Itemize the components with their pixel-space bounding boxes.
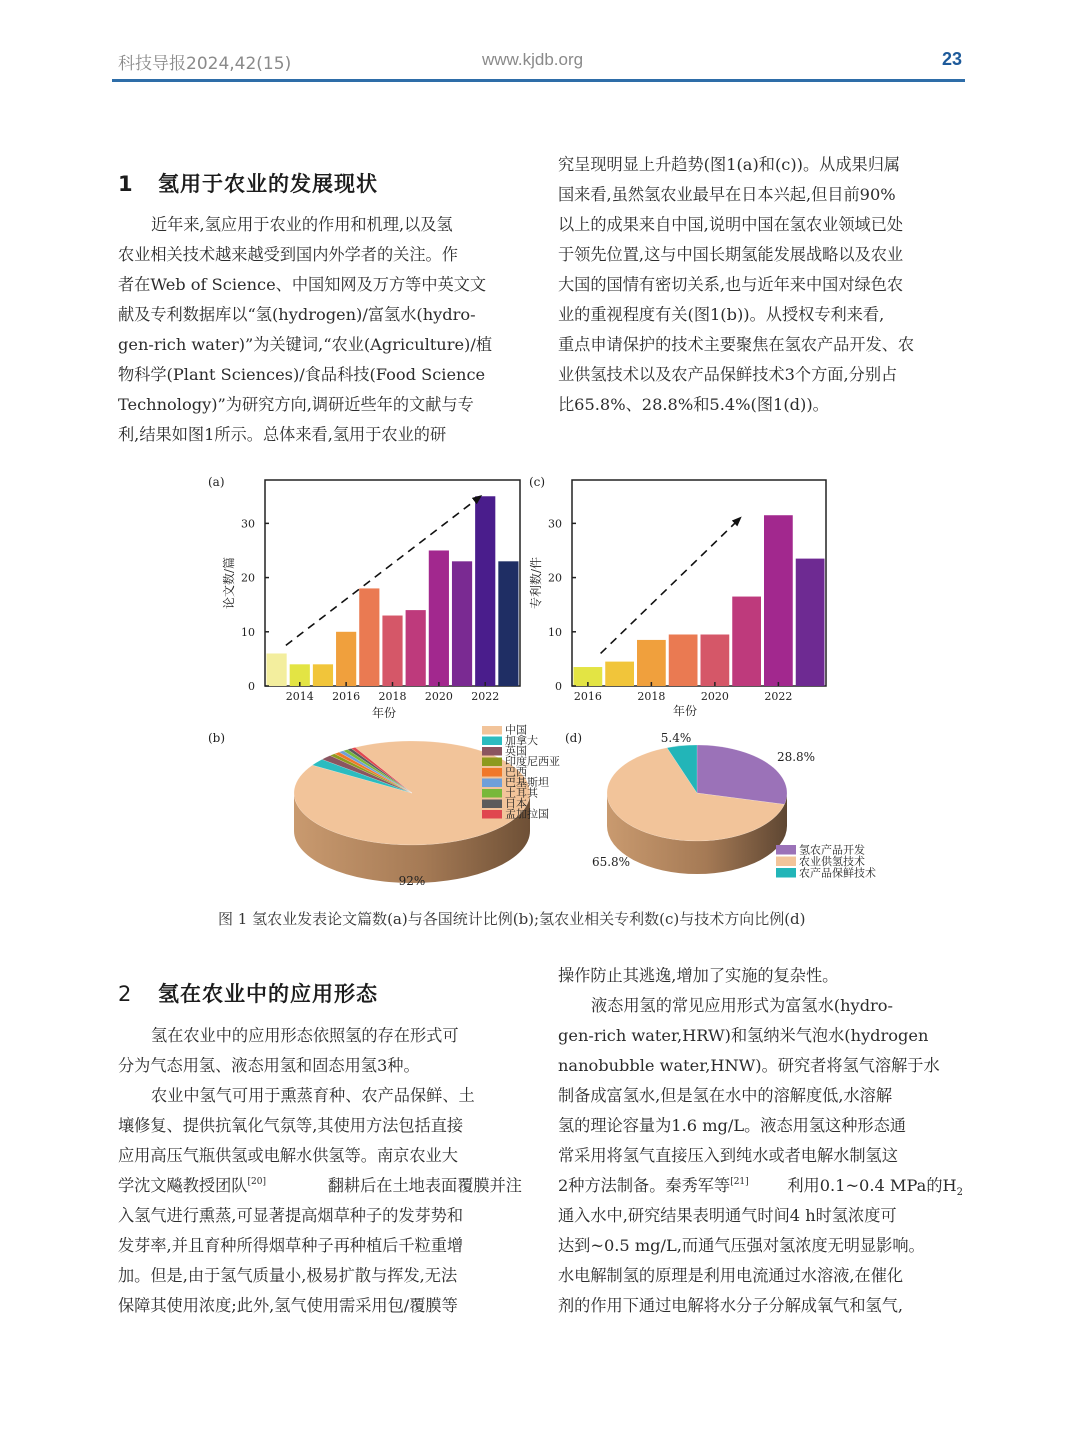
citation-20[interactable]: [20] xyxy=(247,1177,266,1187)
text-line: 国来看,虽然氢农业最早在日本兴起,但目前90% xyxy=(558,185,896,204)
bar-2020 xyxy=(429,550,449,686)
legend-swatch xyxy=(482,726,502,735)
legend-label: 土耳其 xyxy=(505,786,538,800)
x-tick-label: 2020 xyxy=(700,690,729,703)
text-segment: 翻耕后在土地表面覆膜并注 xyxy=(327,1176,522,1195)
x-tick-label: 2014 xyxy=(285,690,314,703)
panel-label-d: (d) xyxy=(565,731,583,745)
y-tick-label: 20 xyxy=(548,571,562,585)
text-line: 加。但是,由于氢气质量小,极易扩散与挥发,无法 xyxy=(118,1266,458,1285)
text-segment: 2种方法制备。秦秀军等 xyxy=(558,1176,731,1195)
pie-data-label: 5.4% xyxy=(660,731,692,745)
pie-data-label: 92% xyxy=(398,874,426,888)
pie-data-label: 65.8% xyxy=(591,855,631,869)
panel-label-a: (a) xyxy=(208,475,225,489)
bar-2023 xyxy=(796,559,825,686)
text-line: 业的重视程度有关(图1(b))。从授权专利来看, xyxy=(558,305,885,324)
text-line: 利,结果如图1所示。总体来看,氢用于农业的研 xyxy=(118,425,447,444)
section-2-heading xyxy=(118,978,378,1008)
y-tick-label: 0 xyxy=(555,680,562,693)
bar-2023 xyxy=(498,561,518,686)
x-tick-label: 2016 xyxy=(573,690,602,703)
bar-2019 xyxy=(406,610,426,686)
text-line: 究呈现明显上升趋势(图1(a)和(c))。从成果归属 xyxy=(558,155,901,174)
text-line: 氢的理论容量为1.6 mg/L。液态用氢这种形态通 xyxy=(558,1116,906,1135)
legend-swatch xyxy=(482,747,502,756)
bar-2016 xyxy=(336,632,356,686)
legend-swatch xyxy=(482,737,502,746)
section-2-number: 2 xyxy=(118,982,133,1006)
y-tick-label: 0 xyxy=(248,680,255,693)
text-line: 通入水中,研究结果表明通气时间4 h时氢浓度可 xyxy=(558,1206,897,1225)
y-tick-label: 10 xyxy=(241,625,255,639)
legend-swatch xyxy=(776,845,796,855)
text-line: 于领先位置,这与中国长期氢能发展战略以及农业 xyxy=(558,245,904,264)
text-line: 分为气态用氢、液态用氢和固态用氢3种。 xyxy=(118,1056,420,1075)
text-line: Technology)”为研究方向,调研近些年的文献与专 xyxy=(118,395,474,414)
text-segment: 利用0.1~0.4 MPa的H xyxy=(787,1176,957,1195)
text-line: 常采用将氢气直接压入到纯水或者电解水制氢这 xyxy=(558,1146,898,1165)
section-2-title: 氢在农业中的应用形态 xyxy=(158,982,378,1006)
bar-2022 xyxy=(475,496,495,686)
x-tick-label: 2022 xyxy=(471,690,500,703)
text-line: gen-rich water,HRW)和氢纳米气泡水(hydrogen xyxy=(558,1026,929,1045)
text-line: 保障其使用浓度;此外,氢气使用需采用包/覆膜等 xyxy=(118,1296,458,1315)
text-line: 氢在农业中的应用形态依照氢的存在形式可 xyxy=(151,1026,459,1045)
text-line: gen-rich water)”为关键词,“农业(Agriculture)/植 xyxy=(118,335,493,354)
legend-label: 巴基斯坦 xyxy=(505,776,549,789)
y-axis-label: 专利数/件 xyxy=(529,556,543,610)
text-line-with-citation xyxy=(558,1171,963,1201)
text-line: 近年来,氢应用于农业的作用和机理,以及氢 xyxy=(151,215,453,234)
legend-label: 英国 xyxy=(505,744,527,758)
x-tick-label: 2018 xyxy=(637,690,666,703)
text-line: 农业中氢气可用于熏蒸育种、农产品保鲜、土 xyxy=(151,1086,475,1105)
text-line: 者在Web of Science、中国知网及万方等中英文文 xyxy=(118,275,487,294)
text-line: 业供氢技术以及农产品保鲜技术3个方面,分别占 xyxy=(558,365,898,384)
bar-2013 xyxy=(267,653,287,686)
text-line: 献及专利数据库以“氢(hydrogen)/富氢水(hydro- xyxy=(118,305,476,324)
legend-label: 巴西 xyxy=(505,765,527,779)
legend-label: 氢农产品开发 xyxy=(799,843,865,857)
pie-data-label: 28.8% xyxy=(776,750,816,764)
journal-name: 科技导报2024,42(15) xyxy=(118,54,292,74)
bar-2018 xyxy=(637,640,666,686)
text-line: 制备成富氢水,但是氢在水中的溶解度低,水溶解 xyxy=(558,1086,893,1105)
text-line: 液态用氢的常见应用形式为富氢水(hydro- xyxy=(591,996,894,1015)
chart-b-country-share xyxy=(208,723,560,889)
legend-label: 加拿大 xyxy=(505,734,538,747)
text-line: 比65.8%、28.8%和5.4%(图1(d))。 xyxy=(558,395,829,414)
legend-swatch xyxy=(482,768,502,777)
section-1-number: 1 xyxy=(118,172,134,196)
figure-caption: 图 1 氢农业发表论文篇数(a)与各国统计比例(b);氢农业相关专利数(c)与技术方向比例(d) xyxy=(218,910,806,928)
text-segment: 学沈文飚教授团队 xyxy=(118,1176,248,1195)
x-axis-label: 年份 xyxy=(672,704,698,718)
page-number: 23 xyxy=(941,49,962,69)
bar-2015 xyxy=(313,664,333,686)
chart-c-patent-count xyxy=(528,475,826,718)
panel-label-b: (b) xyxy=(208,731,226,745)
y-axis-label: 论文数/篇 xyxy=(222,556,236,610)
panel-label-c: (c) xyxy=(529,475,546,489)
text-line: 以上的成果来自中国,说明中国在氢农业领域已处 xyxy=(558,215,904,234)
text-line: 应用高压气瓶供氢或电解水供氢等。南京农业大 xyxy=(118,1146,458,1165)
text-line: 重点申请保护的技术主要聚焦在氢农产品开发、农 xyxy=(558,335,915,354)
legend-swatch xyxy=(776,857,796,867)
chart-a-paper-count xyxy=(208,475,520,720)
y-tick-label: 30 xyxy=(241,517,255,531)
bar-2020 xyxy=(701,635,730,687)
y-tick-label: 20 xyxy=(241,571,255,585)
bar-2022 xyxy=(764,515,793,686)
text-line: 水电解制氢的原理是利用电流通过水溶液,在催化 xyxy=(558,1266,904,1285)
section-2-left-column xyxy=(118,1021,522,1321)
legend-swatch xyxy=(482,789,502,798)
text-line: 操作防止其逃逸,增加了实施的复杂性。 xyxy=(558,966,839,985)
text-line: nanobubble water,HNW)。研究者将氢气溶解于水 xyxy=(558,1056,940,1075)
text-line: 物科学(Plant Sciences)/食品科技(Food Science xyxy=(118,365,486,384)
journal-website[interactable]: www.kjdb.org xyxy=(482,50,584,69)
legend-label: 农业供氢技术 xyxy=(799,855,865,868)
x-tick-label: 2018 xyxy=(378,690,407,703)
legend-label: 农产品保鲜技术 xyxy=(799,866,876,880)
bar-2021 xyxy=(732,597,761,686)
citation-21[interactable]: [21] xyxy=(730,1177,749,1187)
legend-label: 孟加拉国 xyxy=(505,807,549,821)
bar-2017 xyxy=(605,662,634,686)
text-line: 剂的作用下通过电解将水分子分解成氧气和氢气, xyxy=(558,1296,904,1315)
legend-swatch xyxy=(482,800,502,809)
legend-label: 印度尼西亚 xyxy=(505,755,560,768)
y-tick-label: 30 xyxy=(548,517,562,531)
bar-2018 xyxy=(382,616,402,686)
section-1-title: 氢用于农业的发展现状 xyxy=(158,172,378,196)
section-2-right-column xyxy=(558,961,963,1321)
chart-d-tech-direction xyxy=(565,731,876,880)
legend-label: 日本 xyxy=(505,797,527,810)
bar-2021 xyxy=(452,561,472,686)
legend-swatch xyxy=(482,779,502,788)
text-line: 入氢气进行熏蒸,可显著提高烟草种子的发芽势和 xyxy=(118,1206,464,1225)
legend-swatch xyxy=(776,868,796,878)
text-line: 壤修复、提供抗氧化气氛等,其使用方法包括直接 xyxy=(118,1116,464,1135)
x-tick-label: 2020 xyxy=(424,690,453,703)
bar-2017 xyxy=(359,588,379,686)
text-line-with-citation xyxy=(118,1171,522,1201)
x-tick-label: 2022 xyxy=(764,690,793,703)
trend-arrow xyxy=(601,518,741,654)
subscript-2: 2 xyxy=(956,1187,963,1198)
text-line: 大国的国情有密切关系,也与近年来中国对绿色农 xyxy=(558,275,904,294)
legend-swatch xyxy=(482,758,502,767)
x-tick-label: 2016 xyxy=(332,690,361,703)
legend-swatch xyxy=(482,810,502,819)
y-tick-label: 10 xyxy=(548,625,562,639)
text-line: 发芽率,并且育种所得烟草种子再种植后千粒重增 xyxy=(118,1236,464,1255)
legend-label: 中国 xyxy=(505,723,527,737)
text-line: 达到~0.5 mg/L,而通气压强对氢浓度无明显影响。 xyxy=(558,1236,925,1255)
text-line: 农业相关技术越来越受到国内外学者的关注。作 xyxy=(118,245,458,264)
x-axis-label: 年份 xyxy=(371,706,397,720)
bar-2019 xyxy=(669,635,698,687)
